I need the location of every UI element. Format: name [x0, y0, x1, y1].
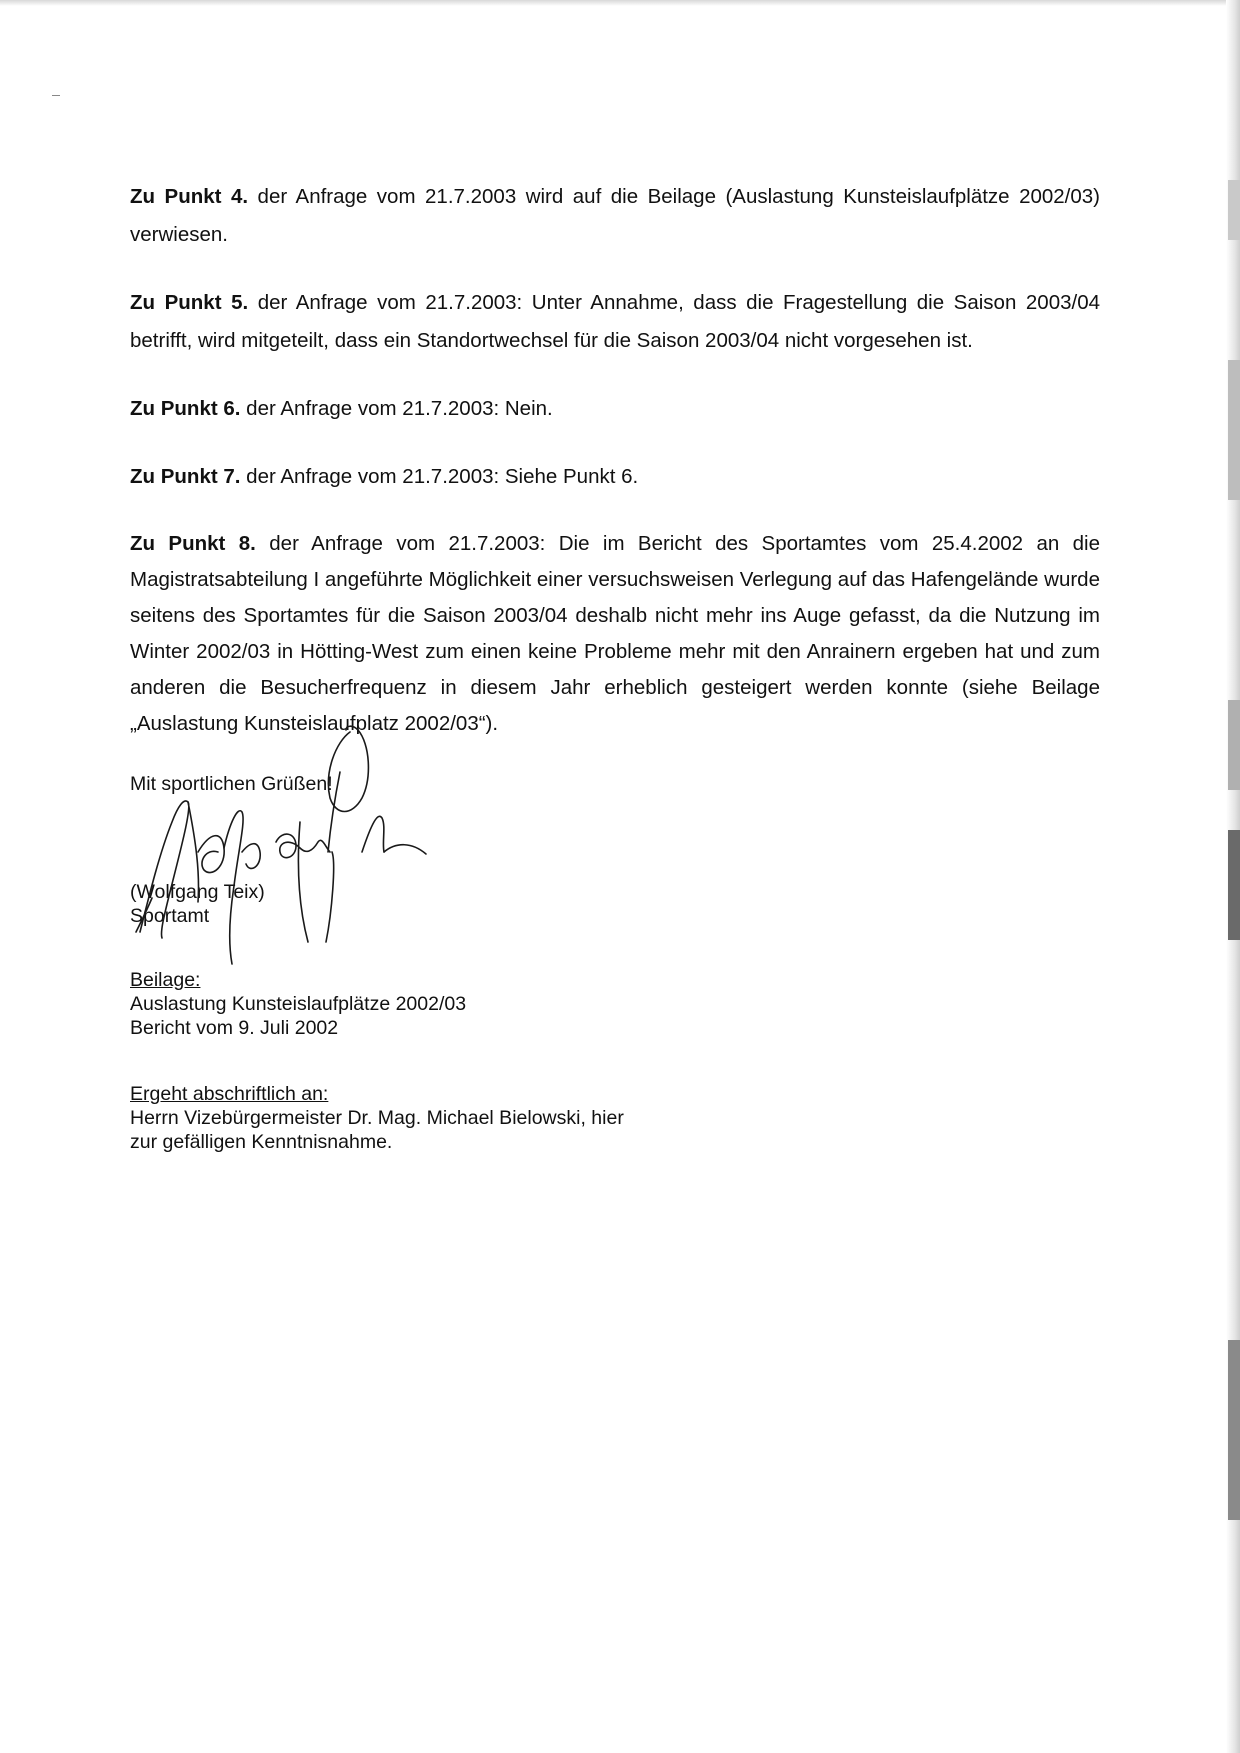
point-label: Zu Punkt 6.: [130, 397, 241, 420]
paragraph-point-4: [130, 178, 1100, 254]
point-label: Zu Punkt 4.: [130, 185, 249, 208]
signatory-department: Sportamt: [130, 905, 210, 927]
scan-artifact-mark: [52, 95, 60, 96]
paragraph-point-6: [130, 390, 1100, 428]
point-text: der Anfrage vom 21.7.2003: Siehe Punkt 6.: [240, 465, 639, 488]
point-label: Zu Punkt 8.: [130, 532, 256, 555]
copy-to-line: Herrn Vizebürgermeister Dr. Mag. Michael Bielowski, hier: [130, 1107, 624, 1129]
scan-edge-right: [1226, 0, 1240, 1753]
point-text: der Anfrage vom 21.7.2003 wird auf die Beilage (Auslastung Kunsteislaufplätze 2002/03) verwiesen.: [130, 185, 1100, 246]
attachment-item: Auslastung Kunsteislaufplätze 2002/03: [130, 993, 467, 1015]
signatory-name: (Wolfgang Teix): [130, 881, 265, 903]
point-text: der Anfrage vom 21.7.2003: Die im Bericht des Sportamtes vom 25.4.2002 an die Magistratsabteilung I angeführte Möglichkeit einer versuchsweisen Verlegung auf das Hafengelände wurde seitens des Sportamtes für die Saison 2003/04 deshalb nicht mehr ins Auge gefasst, da die Nutzung im Winter 2002/03 in Hötting-West zum einen keine Probleme mehr mit den Anrainern ergeben hat und zum anderen die Besucherfrequenz in diesem Jahr erheblich gesteigert werden konnte (siehe Beilage „Auslastung Kunsteislaufplatz 2002/03“).: [130, 532, 1100, 735]
handwritten-signature: [100, 702, 440, 992]
closing-greeting: Mit sportlichen Grüßen!: [130, 773, 333, 795]
copy-to-heading: Ergeht abschriftlich an:: [130, 1083, 329, 1105]
attachments-heading: Beilage:: [130, 969, 201, 991]
attachment-item: Bericht vom 9. Juli 2002: [130, 1017, 339, 1039]
copy-to-line: zur gefälligen Kenntnisnahme.: [130, 1131, 393, 1153]
point-label: Zu Punkt 7.: [130, 465, 241, 488]
point-text: der Anfrage vom 21.7.2003: Unter Annahme, dass die Fragestellung die Saison 2003/04 betrifft, wird mitgeteilt, dass ein Standortwechsel für die Saison 2003/04 nicht vorgesehen ist.: [130, 291, 1100, 352]
point-text: der Anfrage vom 21.7.2003: Nein.: [240, 397, 553, 420]
paragraph-point-7: [130, 458, 1100, 496]
scan-edge-top: [0, 0, 1240, 6]
paragraph-point-5: [130, 284, 1100, 360]
signature-block: [130, 772, 1100, 962]
copy-to-section: [130, 1082, 1100, 1154]
letter-body: [130, 178, 1100, 1154]
point-label: Zu Punkt 5.: [130, 291, 249, 314]
